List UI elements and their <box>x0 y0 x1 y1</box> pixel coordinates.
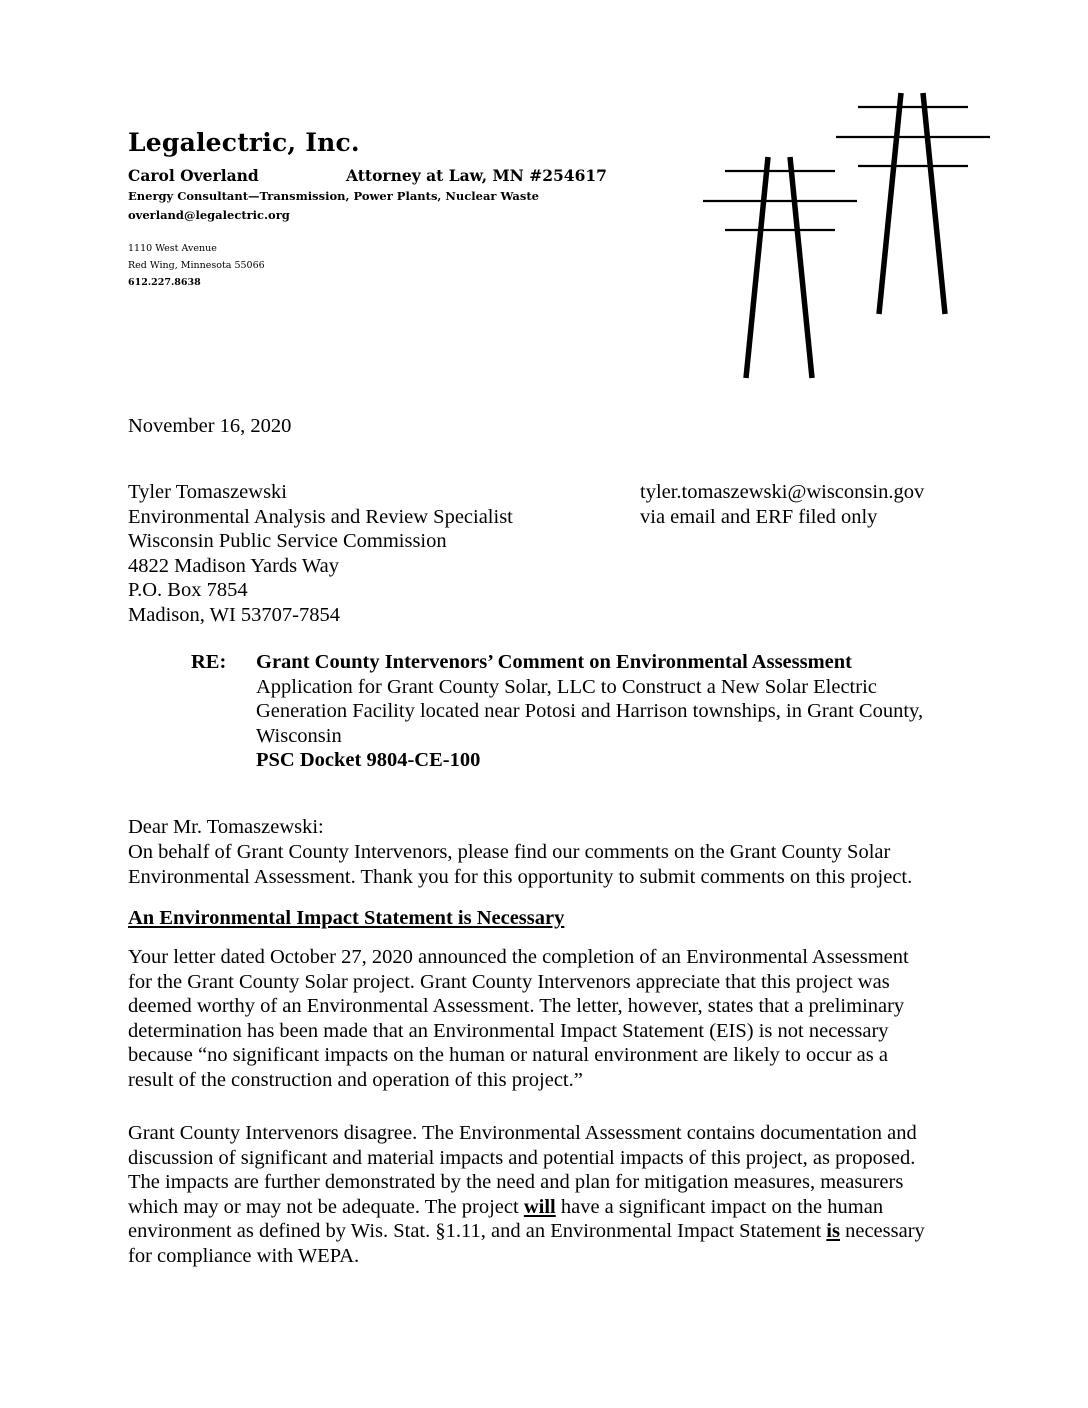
paragraph-line: determination has been made that an Environmental Impact Statement (EIS) is not necessary <box>128 1019 889 1042</box>
text-run: which may or may not be adequate. The project <box>128 1195 524 1218</box>
delivery-block <box>640 480 924 529</box>
recipient-name: Tyler Tomaszewski <box>128 481 288 503</box>
transmission-towers-icon <box>690 85 1000 385</box>
attorney-row <box>128 166 607 185</box>
firm-name: Legalectric, Inc. <box>128 128 360 157</box>
firm-email: overland@legalectric.org <box>128 208 290 222</box>
salutation: Dear Mr. Tomaszewski: <box>128 816 324 838</box>
re-description-line: Generation Facility located near Potosi and Harrison townships, in Grant County, <box>256 700 924 723</box>
paragraph-line: for the Grant County Solar project. Grant County Intervenors appreciate that this project was <box>128 970 890 993</box>
recipient-city-state-zip: Madison, WI 53707-7854 <box>128 603 341 626</box>
paragraph-line: Your letter dated October 27, 2020 announced the completion of an Environmental Assessment <box>128 946 909 968</box>
recipient-street: 4822 Madison Yards Way <box>128 554 339 577</box>
paragraph-line: deemed worthy of an Environmental Assessment. The letter, however, states that a preliminary <box>128 995 905 1018</box>
text-run: have a significant impact on the human <box>555 1195 884 1218</box>
attorney-name: Carol Overland <box>128 166 259 185</box>
section-heading: An Environmental Impact Statement is Necessary <box>128 907 565 929</box>
paragraph-line: Grant County Intervenors disagree. The Environmental Assessment contains documentation and <box>128 1122 917 1144</box>
recipient-title: Environmental Analysis and Review Specialist <box>128 505 513 528</box>
emphasis-is: is <box>826 1220 840 1243</box>
paragraph-line <box>128 1195 968 1220</box>
re-label: RE: <box>191 651 227 673</box>
recipient-email: tyler.tomaszewski@wisconsin.gov <box>640 481 925 503</box>
paragraph-line: for compliance with WEPA. <box>128 1244 360 1267</box>
emphasis-will: will <box>523 1195 556 1218</box>
paragraph-line: result of the construction and operation of this project.” <box>128 1068 583 1091</box>
right-tower-icon <box>836 93 990 314</box>
re-block <box>256 650 923 773</box>
left-tower-icon <box>703 157 857 378</box>
recipient-po-box: P.O. Box 7854 <box>128 579 248 602</box>
firm-address <box>128 240 265 291</box>
recipient-organization: Wisconsin Public Service Commission <box>128 530 447 553</box>
attorney-credential: Attorney at Law, MN #254617 <box>346 166 607 185</box>
delivery-method: via email and ERF filed only <box>640 505 878 528</box>
paragraph-2 <box>128 945 968 1093</box>
paragraph-line <box>128 1219 968 1244</box>
intro-paragraph <box>128 840 968 889</box>
paragraph-line: Environmental Assessment. Thank you for this opportunity to submit comments on this project. <box>128 865 913 888</box>
paragraph-line: On behalf of Grant County Intervenors, please find our comments on the Grant County Solar <box>128 841 891 863</box>
firm-tagline: Energy Consultant—Transmission, Power Plants, Nuclear Waste <box>128 189 539 203</box>
re-description-line: Wisconsin <box>256 724 342 747</box>
firm-city-state-zip: Red Wing, Minnesota 55066 <box>128 260 265 271</box>
paragraph-line: because “no significant impacts on the human or natural environment are likely to occur as a <box>128 1044 888 1067</box>
recipient-address-block <box>128 480 513 628</box>
letter-date: November 16, 2020 <box>128 415 292 437</box>
firm-phone: 612.227.8638 <box>128 277 201 288</box>
text-run: necessary <box>839 1220 925 1243</box>
re-description-line: Application for Grant County Solar, LLC to Construct a New Solar Electric <box>256 675 877 698</box>
re-docket: PSC Docket 9804-CE-100 <box>256 749 481 772</box>
firm-street: 1110 West Avenue <box>128 243 217 254</box>
text-run: environment as defined by Wis. Stat. §1.11, and an Environmental Impact Statement <box>128 1220 827 1243</box>
paragraph-line: The impacts are further demonstrated by the need and plan for mitigation measures, measurers <box>128 1171 904 1194</box>
paragraph-line: discussion of significant and material impacts and potential impacts of this project, as proposed. <box>128 1146 916 1169</box>
re-subject: Grant County Intervenors’ Comment on Environmental Assessment <box>256 651 853 673</box>
paragraph-3 <box>128 1121 968 1269</box>
